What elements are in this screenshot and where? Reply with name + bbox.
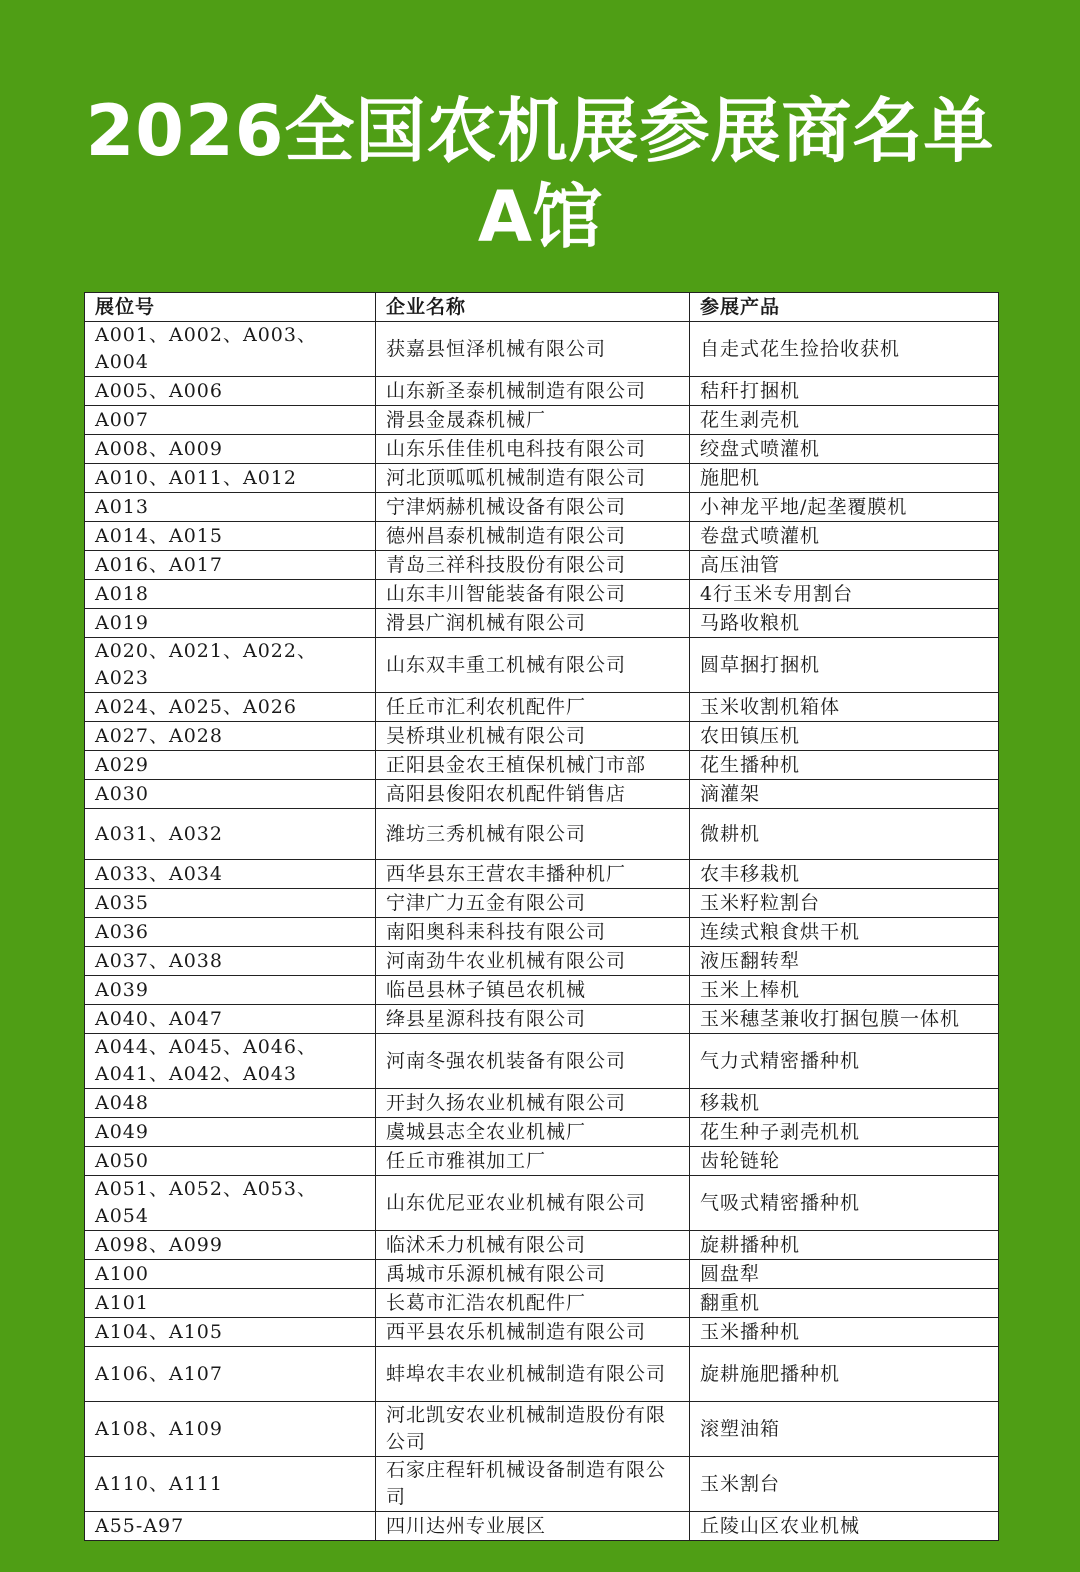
cell-product: 滴灌架: [690, 780, 999, 809]
cell-company: 蚌埠农丰农业机械制造有限公司: [376, 1347, 690, 1402]
title-block: [0, 0, 1080, 290]
cell-booth: A100: [85, 1260, 376, 1289]
cell-product: 气吸式精密播种机: [690, 1176, 999, 1231]
cell-product: 连续式粮食烘干机: [690, 918, 999, 947]
cell-product: 微耕机: [690, 809, 999, 860]
cell-booth: A048: [85, 1089, 376, 1118]
header-booth: 展位号: [85, 293, 376, 322]
table-row: [85, 860, 999, 889]
cell-company: 山东丰川智能装备有限公司: [376, 580, 690, 609]
cell-booth: A108、A109: [85, 1402, 376, 1457]
cell-company: 河南冬强农机装备有限公司: [376, 1034, 690, 1089]
table-row: [85, 377, 999, 406]
cell-product: 旋耕播种机: [690, 1231, 999, 1260]
cell-company: 绛县星源科技有限公司: [376, 1005, 690, 1034]
cell-booth: A013: [85, 493, 376, 522]
table-row: [85, 722, 999, 751]
table-row: [85, 1034, 999, 1089]
cell-booth: A106、A107: [85, 1347, 376, 1402]
table-row: [85, 1176, 999, 1231]
cell-booth: A051、A052、A053、A054: [85, 1176, 376, 1231]
exhibitor-table-container: [84, 292, 998, 1541]
cell-booth: A044、A045、A046、A041、A042、A043: [85, 1034, 376, 1089]
cell-company: 山东优尼亚农业机械有限公司: [376, 1176, 690, 1231]
table-row: [85, 1402, 999, 1457]
table-row: [85, 1147, 999, 1176]
table-row: [85, 580, 999, 609]
cell-booth: A55-A97: [85, 1512, 376, 1541]
table-row: [85, 493, 999, 522]
cell-booth: A035: [85, 889, 376, 918]
cell-product: 秸秆打捆机: [690, 377, 999, 406]
cell-product: 旋耕施肥播种机: [690, 1347, 999, 1402]
cell-product: 翻重机: [690, 1289, 999, 1318]
cell-product: 卷盘式喷灌机: [690, 522, 999, 551]
table-row: [85, 322, 999, 377]
table-row: [85, 522, 999, 551]
cell-product: 圆盘犁: [690, 1260, 999, 1289]
cell-booth: A020、A021、A022、A023: [85, 638, 376, 693]
table-row: [85, 1231, 999, 1260]
table-row: [85, 1089, 999, 1118]
cell-product: 丘陵山区农业机械: [690, 1512, 999, 1541]
cell-company: 山东新圣泰机械制造有限公司: [376, 377, 690, 406]
cell-product: 液压翻转犁: [690, 947, 999, 976]
cell-company: 河北顶呱呱机械制造有限公司: [376, 464, 690, 493]
cell-company: 河北凯安农业机械制造股份有限公司: [376, 1402, 690, 1457]
table-row: [85, 464, 999, 493]
cell-booth: A039: [85, 976, 376, 1005]
table-row: [85, 406, 999, 435]
table-row: [85, 751, 999, 780]
exhibitor-table: [84, 292, 999, 1541]
cell-product: 玉米收割机箱体: [690, 693, 999, 722]
cell-company: 四川达州专业展区: [376, 1512, 690, 1541]
cell-company: 开封久扬农业机械有限公司: [376, 1089, 690, 1118]
cell-booth: A030: [85, 780, 376, 809]
cell-booth: A040、A047: [85, 1005, 376, 1034]
cell-company: 长葛市汇浩农机配件厂: [376, 1289, 690, 1318]
cell-product: 花生种子剥壳机机: [690, 1118, 999, 1147]
table-row: [85, 1347, 999, 1402]
table-row: [85, 609, 999, 638]
cell-product: 移栽机: [690, 1089, 999, 1118]
cell-booth: A104、A105: [85, 1318, 376, 1347]
cell-product: 马路收粮机: [690, 609, 999, 638]
cell-product: 绞盘式喷灌机: [690, 435, 999, 464]
cell-booth: A019: [85, 609, 376, 638]
cell-product: 齿轮链轮: [690, 1147, 999, 1176]
table-row: [85, 1118, 999, 1147]
cell-company: 高阳县俊阳农机配件销售店: [376, 780, 690, 809]
cell-company: 禹城市乐源机械有限公司: [376, 1260, 690, 1289]
cell-company: 临沭禾力机械有限公司: [376, 1231, 690, 1260]
cell-product: 自走式花生捡拾收获机: [690, 322, 999, 377]
cell-product: 花生播种机: [690, 751, 999, 780]
cell-booth: A029: [85, 751, 376, 780]
cell-product: 玉米播种机: [690, 1318, 999, 1347]
cell-booth: A008、A009: [85, 435, 376, 464]
table-row: [85, 976, 999, 1005]
cell-product: 农丰移栽机: [690, 860, 999, 889]
cell-booth: A098、A099: [85, 1231, 376, 1260]
cell-company: 吴桥琪业机械有限公司: [376, 722, 690, 751]
cell-company: 南阳奥科耒科技有限公司: [376, 918, 690, 947]
cell-product: 气力式精密播种机: [690, 1034, 999, 1089]
table-row: [85, 918, 999, 947]
table-row: [85, 780, 999, 809]
cell-product: 玉米穗茎兼收打捆包膜一体机: [690, 1005, 999, 1034]
table-row: [85, 889, 999, 918]
page-subtitle: A馆: [477, 176, 603, 258]
cell-company: 河南劲牛农业机械有限公司: [376, 947, 690, 976]
header-product: 参展产品: [690, 293, 999, 322]
page-title: 2026全国农机展参展商名单: [85, 90, 995, 172]
cell-booth: A007: [85, 406, 376, 435]
cell-product: 玉米上棒机: [690, 976, 999, 1005]
cell-company: 虞城县志全农业机械厂: [376, 1118, 690, 1147]
cell-booth: A050: [85, 1147, 376, 1176]
cell-booth: A016、A017: [85, 551, 376, 580]
cell-company: 临邑县林子镇邑农机械: [376, 976, 690, 1005]
cell-company: 获嘉县恒泽机械有限公司: [376, 322, 690, 377]
table-row: [85, 638, 999, 693]
cell-company: 任丘市雅祺加工厂: [376, 1147, 690, 1176]
cell-booth: A110、A111: [85, 1457, 376, 1512]
cell-product: 施肥机: [690, 464, 999, 493]
cell-company: 宁津炳赫机械设备有限公司: [376, 493, 690, 522]
table-row: [85, 435, 999, 464]
cell-company: 山东乐佳佳机电科技有限公司: [376, 435, 690, 464]
cell-company: 宁津广力五金有限公司: [376, 889, 690, 918]
cell-product: 高压油管: [690, 551, 999, 580]
cell-company: 石家庄程轩机械设备制造有限公司: [376, 1457, 690, 1512]
cell-company: 任丘市汇利农机配件厂: [376, 693, 690, 722]
table-header-row: [85, 293, 999, 322]
cell-booth: A033、A034: [85, 860, 376, 889]
cell-product: 玉米籽粒割台: [690, 889, 999, 918]
cell-booth: A101: [85, 1289, 376, 1318]
cell-product: 滚塑油箱: [690, 1402, 999, 1457]
cell-booth: A018: [85, 580, 376, 609]
cell-booth: A027、A028: [85, 722, 376, 751]
cell-company: 潍坊三秀机械有限公司: [376, 809, 690, 860]
cell-product: 圆草捆打捆机: [690, 638, 999, 693]
cell-booth: A010、A011、A012: [85, 464, 376, 493]
cell-company: 山东双丰重工机械有限公司: [376, 638, 690, 693]
cell-booth: A037、A038: [85, 947, 376, 976]
table-row: [85, 809, 999, 860]
cell-company: 德州昌泰机械制造有限公司: [376, 522, 690, 551]
table-row: [85, 1260, 999, 1289]
table-row: [85, 1289, 999, 1318]
table-row: [85, 1512, 999, 1541]
cell-company: 西平县农乐机械制造有限公司: [376, 1318, 690, 1347]
cell-booth: A014、A015: [85, 522, 376, 551]
cell-company: 滑县广润机械有限公司: [376, 609, 690, 638]
cell-product: 农田镇压机: [690, 722, 999, 751]
table-row: [85, 551, 999, 580]
cell-product: 花生剥壳机: [690, 406, 999, 435]
table-row: [85, 693, 999, 722]
cell-company: 青岛三祥科技股份有限公司: [376, 551, 690, 580]
cell-booth: A036: [85, 918, 376, 947]
cell-booth: A024、A025、A026: [85, 693, 376, 722]
table-row: [85, 947, 999, 976]
header-company: 企业名称: [376, 293, 690, 322]
cell-booth: A005、A006: [85, 377, 376, 406]
table-row: [85, 1005, 999, 1034]
cell-product: 玉米割台: [690, 1457, 999, 1512]
cell-booth: A031、A032: [85, 809, 376, 860]
cell-product: 小神龙平地/起垄覆膜机: [690, 493, 999, 522]
cell-booth: A049: [85, 1118, 376, 1147]
cell-company: 滑县金晟森机械厂: [376, 406, 690, 435]
cell-product: 4行玉米专用割台: [690, 580, 999, 609]
cell-booth: A001、A002、A003、A004: [85, 322, 376, 377]
table-row: [85, 1457, 999, 1512]
cell-company: 正阳县金农王植保机械门市部: [376, 751, 690, 780]
cell-company: 西华县东王营农丰播种机厂: [376, 860, 690, 889]
table-row: [85, 1318, 999, 1347]
